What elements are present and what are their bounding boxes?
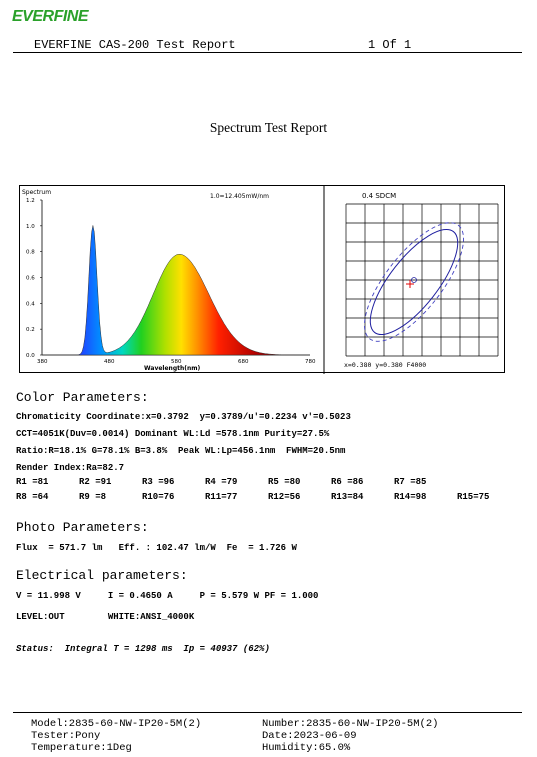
render-index-value: R7 =85	[394, 477, 427, 487]
report-header-title: EVERFINE CAS-200 Test Report	[34, 38, 236, 52]
spectrum-y-tick-label: 0.6	[26, 275, 35, 282]
render-index-value: R1 =81	[16, 477, 49, 487]
render-index-value: R12=56	[268, 492, 301, 502]
spectrum-y-tick-label: 0.0	[26, 353, 35, 359]
sdcm-footer: x=0.380 y=0.380 F4000	[344, 361, 427, 369]
sdcm-grid	[346, 204, 498, 356]
footer-number: Number:2835-60-NW-IP20-5M(2)	[262, 718, 439, 730]
footer-date: Date:2023-06-09	[262, 730, 357, 742]
footer-tester: Tester:Pony	[31, 730, 101, 742]
spectrum-y-label: Spectrum	[22, 189, 52, 196]
spectrum-y-tick-label: 1.2	[26, 198, 35, 204]
sdcm-outer-ellipse	[348, 208, 481, 356]
sdcm-inner-ellipse	[356, 217, 473, 347]
render-index-value: R14=98	[394, 492, 427, 502]
render-index-value: R11=77	[205, 492, 238, 502]
electrical-heading: Electrical parameters:	[16, 568, 188, 583]
electrical-line: V = 11.998 V I = 0.4650 A P = 5.579 W PF = 1.000	[16, 591, 319, 601]
spectrum-x-tick-label: 380	[37, 359, 48, 365]
spectrum-x-tick-label: 780	[305, 359, 316, 365]
render-index-value: R8 =64	[16, 492, 49, 502]
spectrum-x-label: Wavelength(nm)	[144, 365, 201, 372]
cct-line: CCT=4051K(Duv=0.0014) Dominant WL:Ld =578.1nm Purity=27.5%	[16, 429, 330, 439]
spectrum-curve	[42, 225, 310, 355]
render-index-value: R9 =8	[79, 492, 107, 502]
render-index-value: R15=75	[457, 492, 490, 502]
spectrum-x-tick-label: 580	[171, 359, 182, 365]
spectrum-scale-note: 1.0=12.405mW/nm	[210, 193, 270, 200]
figure-svg	[20, 186, 506, 374]
figure-panel	[19, 185, 505, 373]
page-title: Spectrum Test Report	[209, 120, 328, 135]
page-indicator: 1 Of 1	[368, 38, 412, 52]
render-index-value: R10=76	[142, 492, 175, 502]
render-index-value: R2 =91	[79, 477, 112, 487]
header-divider	[13, 52, 522, 53]
photo-heading: Photo Parameters:	[16, 520, 149, 535]
level-line: LEVEL:OUT WHITE:ANSI_4000K	[16, 612, 195, 622]
footer-humidity: Humidity:65.0%	[262, 742, 351, 754]
render-index-value: R4 =79	[205, 477, 238, 487]
render-index-value: R6 =86	[331, 477, 364, 487]
sdcm-measured-marker	[406, 280, 414, 288]
render-index-value: R13=84	[331, 492, 364, 502]
spectrum-y-tick-label: 0.4	[26, 301, 35, 308]
chromaticity-line: Chromaticity Coordinate:x=0.3792 y=0.3789/u'=0.2234 v'=0.5023	[16, 412, 351, 422]
color-heading: Color Parameters:	[16, 390, 149, 405]
spectrum-y-tick-label: 1.0	[26, 223, 35, 230]
sdcm-title: 0.4 SDCM	[362, 192, 397, 200]
spectrum-x-tick-label: 680	[238, 359, 249, 365]
render-index-line: Render Index:Ra=82.7	[16, 463, 125, 473]
flux-line: Flux = 571.7 lm Eff. : 102.47 lm/W Fe = 1.726 W	[16, 543, 297, 553]
footer-divider	[13, 712, 522, 713]
render-index-value: R3 =96	[142, 477, 175, 487]
everfine-logo: EVERFINE	[12, 8, 89, 25]
ratio-line: Ratio:R=18.1% G=78.1% B=3.8% Peak WL:Lp=456.1nm FWHM=20.5nm	[16, 446, 346, 456]
spectrum-y-tick-label: 0.8	[26, 249, 35, 256]
footer-temperature: Temperature:1Deg	[31, 742, 132, 754]
spectrum-y-tick-label: 0.2	[26, 327, 35, 334]
render-index-value: R5 =80	[268, 477, 301, 487]
spectrum-x-tick-label: 480	[104, 359, 115, 365]
footer-model: Model:2835-60-NW-IP20-5M(2)	[31, 718, 202, 730]
status-line: Status: Integral T = 1298 ms Ip = 40937 (62%)	[16, 644, 270, 654]
